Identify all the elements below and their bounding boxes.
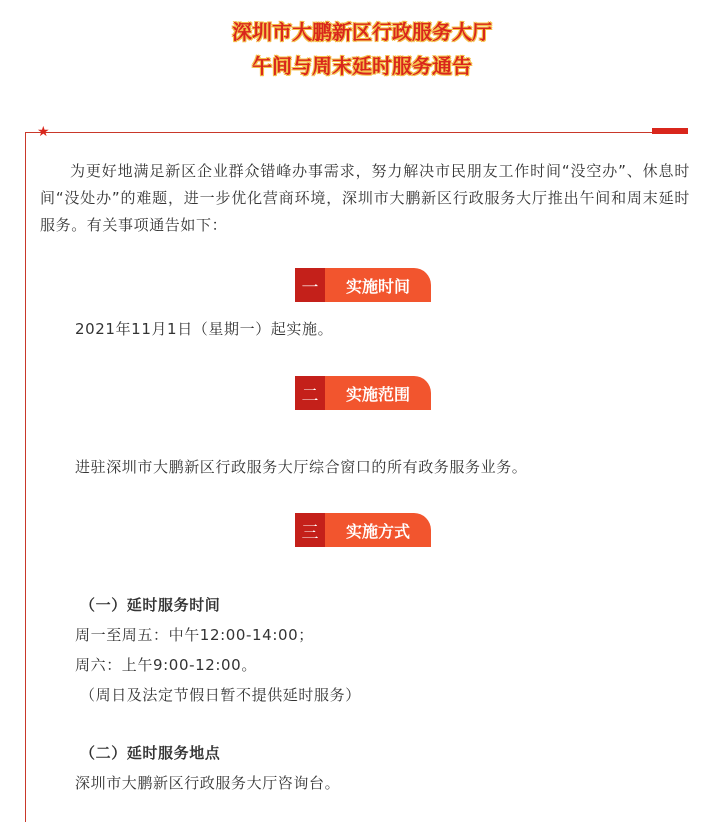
frame-corner-block — [652, 128, 688, 134]
section-tag-scope — [295, 376, 431, 410]
implementation-date-text: 2021年11月1日（星期一）起实施。 — [75, 320, 334, 338]
section-tag-method — [295, 513, 431, 547]
section-label: 实施方式 — [325, 513, 431, 547]
star-icon: ★ — [37, 124, 50, 140]
weekday-hours-text: 周一至周五：中午12:00-14:00； — [75, 626, 314, 644]
frame-top-border — [25, 132, 688, 133]
section-label: 实施时间 — [325, 268, 431, 302]
location-text: 深圳市大鹏新区行政服务大厅咨询台。 — [75, 774, 341, 792]
scope-text: 进驻深圳市大鹏新区行政服务大厅综合窗口的所有政务服务业务。 — [75, 458, 528, 476]
section-number: 二 — [295, 376, 325, 410]
holiday-note-text: （周日及法定节假日暂不提供延时服务） — [80, 686, 361, 704]
location-heading: （二）延时服务地点 — [80, 744, 221, 762]
section-tag-time — [295, 268, 431, 302]
page-title-line1: 深圳市大鹏新区行政服务大厅 — [232, 20, 492, 44]
hours-heading: （一）延时服务时间 — [80, 596, 221, 614]
intro-paragraph: 为更好地满足新区企业群众错峰办事需求，努力解决市民朋友工作时间“没空办”、休息时间“没处办”的难题，进一步优化营商环境，深圳市大鹏新区行政服务大厅推出午间和周末延时服务。有关事项通告如下： — [40, 162, 690, 234]
section-label: 实施范围 — [325, 376, 431, 410]
section-number: 三 — [295, 513, 325, 547]
section-number: 一 — [295, 268, 325, 302]
frame-left-border — [25, 132, 26, 822]
saturday-hours-text: 周六：上午9:00-12:00。 — [75, 656, 257, 674]
page-title-line2: 午间与周末延时服务通告 — [252, 54, 472, 78]
